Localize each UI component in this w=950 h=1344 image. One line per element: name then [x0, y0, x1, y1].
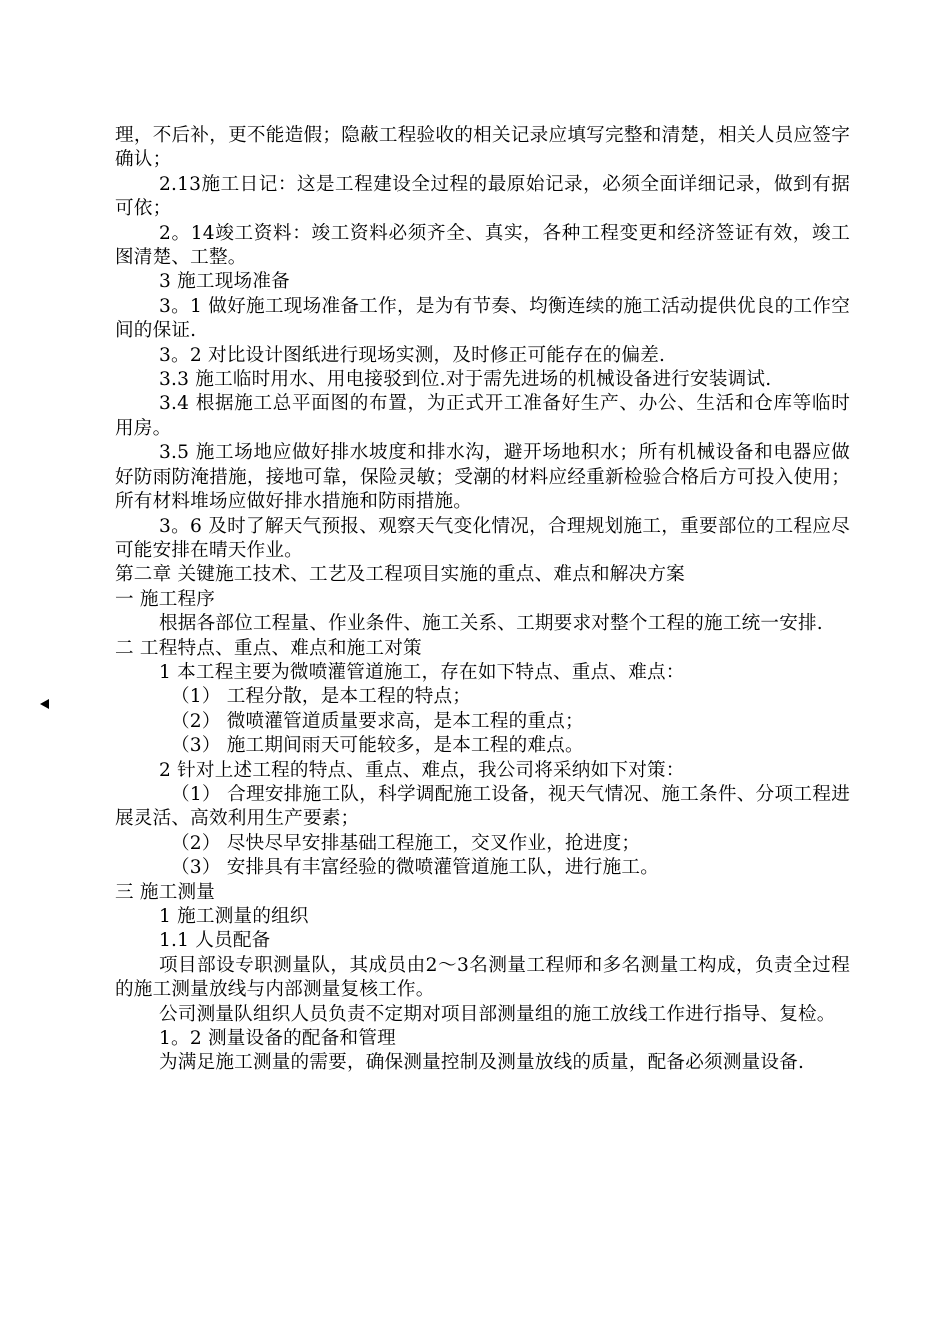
heading-personnel: 1.1 人员配备	[159, 930, 271, 952]
paragraph-company-survey-team: 公司测量队组织人员负责不定期对项目部测量组的施工放线工作进行指导、复检。	[159, 1003, 836, 1025]
paragraph-countermeasures-intro: 2 针对上述工程的特点、重点、难点，我公司将采纳如下对策：	[159, 759, 685, 781]
heading-survey-equipment: 1。2 测量设备的配备和管理	[159, 1028, 396, 1050]
heading-project-features: 二 工程特点、重点、难点和施工对策	[115, 637, 422, 659]
paragraph-3-2: 3。2 对比设计图纸进行现场实测，及时修正可能存在的偏差.	[159, 344, 666, 366]
list-item-countermeasure-1: （1） 合理安排施工队，科学调配施工设备，视天气情况、施工条件、分项工程进展灵活、高效利用生产要素；	[115, 783, 850, 830]
list-item-countermeasure-2: （2） 尽快尽早安排基础工程施工，交叉作业，抢进度；	[171, 832, 641, 854]
paragraph-features-intro: 1 本工程主要为微喷灌管道施工，存在如下特点、重点、难点：	[159, 661, 685, 683]
list-item-feature-2: （2） 微喷灌管道质量要求高，是本工程的重点；	[171, 710, 584, 732]
paragraph-3-3: 3.3 施工临时用水、用电接驳到位.对于需先进场的机械设备进行安装调试.	[159, 369, 772, 391]
paragraph-survey-team: 项目部设专职测量队，其成员由2～3名测量工程师和多名测量工构成，负责全过程的施工测量放线与内部测量复核工作。	[115, 954, 850, 1001]
paragraph-3-5: 3.5 施工场地应做好排水坡度和排水沟，避开场地积水；所有机械设备和电器应做好防雨防淹措施，接地可靠，保险灵敏；受潮的材料应经重新检验合格后方可投入使用；所有材料堆场应做好排水措施和防雨措施。	[115, 442, 850, 513]
paragraph-hidden-works-record: 理，不后补，更不能造假；隐蔽工程验收的相关记录应填写完整和清楚，相关人员应签字确认；	[115, 125, 850, 171]
heading-construction-survey: 三 施工测量	[115, 881, 216, 903]
paragraph-2-13-construction-diary: 2.13施工日记：这是工程建设全过程的最原始记录，必须全面详细记录，做到有据可依；	[115, 173, 850, 220]
list-item-feature-1: （1） 工程分散，是本工程的特点；	[171, 686, 472, 708]
paragraph-3-4: 3.4 根据施工总平面图的布置，为正式开工准备好生产、办公、生活和仓库等临时用房。	[115, 393, 850, 439]
document-body	[115, 124, 850, 1076]
paragraph-3-6: 3。6 及时了解天气预报、观察天气变化情况，合理规划施工，重要部位的工程应尽可能安排在晴天作业。	[115, 515, 850, 561]
heading-3-site-preparation: 3 施工现场准备	[159, 271, 290, 293]
paragraph-3-1: 3。1 做好施工现场准备工作，是为有节奏、均衡连续的施工活动提供优良的工作空间的保证.	[115, 295, 850, 342]
chapter-2-heading: 第二章 关键施工技术、工艺及工程项目实施的重点、难点和解决方案	[115, 564, 685, 586]
paragraph-equipment: 为满足施工测量的需要，确保测量控制及测量放线的质量，配备必须测量设备.	[159, 1052, 805, 1074]
list-item-feature-3: （3） 施工期间雨天可能较多，是本工程的难点。	[171, 735, 584, 757]
list-item-countermeasure-3: （3） 安排具有丰富经验的微喷灌管道施工队，进行施工。	[171, 857, 659, 879]
paragraph-overall-arrangement: 根据各部位工程量、作业条件、施工关系、工期要求对整个工程的施工统一安排.	[159, 613, 823, 635]
heading-construction-procedure: 一 施工程序	[115, 588, 216, 610]
paragraph-2-14-completion-documents: 2。14竣工资料：竣工资料必须齐全、真实，各种工程变更和经济签证有效，竣工图清楚、工整。	[115, 222, 850, 269]
page-marker-arrow-icon	[40, 699, 49, 709]
heading-survey-organization: 1 施工测量的组织	[159, 906, 309, 927]
